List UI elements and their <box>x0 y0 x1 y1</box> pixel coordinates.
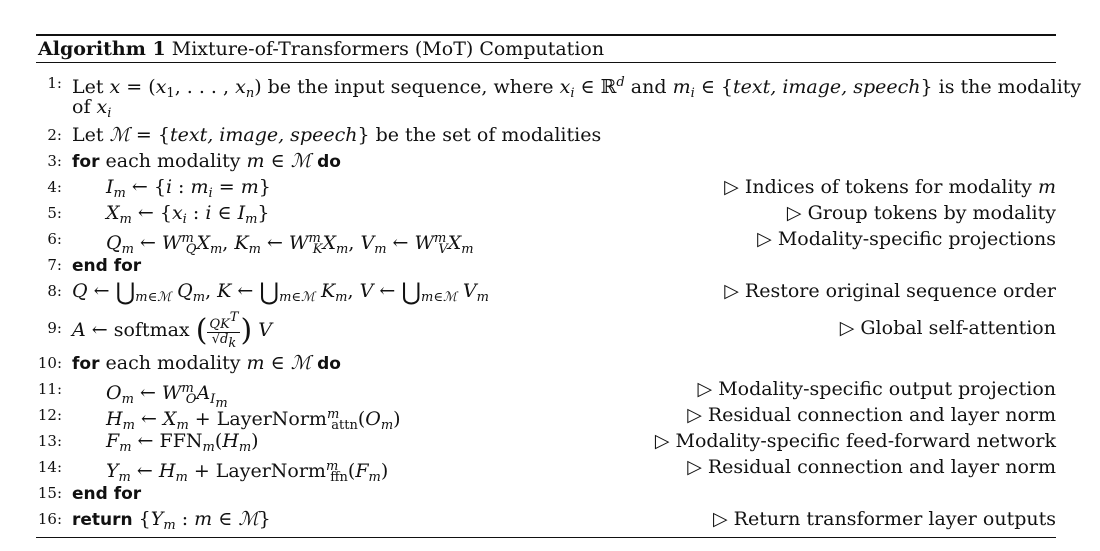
line-number: 7: <box>47 256 62 274</box>
line-number: 11: <box>37 380 62 398</box>
comment-triangle-icon: ▷ <box>786 202 802 224</box>
line-comment: Modality-specific output projection <box>718 378 1056 400</box>
keyword-end-for: end for <box>72 484 142 504</box>
keyword-end-for: end for <box>72 256 142 276</box>
comment-triangle-icon: ▷ <box>757 228 772 250</box>
line-text: FFN <box>159 430 203 452</box>
line-text: LayerNorm <box>216 408 327 430</box>
line-number: 5: <box>47 204 62 222</box>
line-text: LayerNorm <box>215 460 326 482</box>
line-9: 9: A ← softmax ( $\frac{QK^T}{√d_k}$ ) V ▷ Global self-attention <box>36 311 1056 345</box>
line-text: be the set of modalities <box>375 124 602 146</box>
comment-triangle-icon: ▷ <box>724 280 739 302</box>
line-comment: Restore original sequence order <box>744 280 1056 302</box>
algorithm-block <box>36 34 1082 538</box>
line-number: 10: <box>37 354 62 372</box>
line-number: 13: <box>37 432 62 450</box>
comment-triangle-icon: ▷ <box>712 508 728 530</box>
comment-triangle-icon: ▷ <box>724 176 739 198</box>
line-number: 15: <box>37 484 62 502</box>
line-text: softmax <box>113 319 190 341</box>
line-number: 9: <box>47 319 62 337</box>
line-comment: Indices of tokens for modality <box>744 176 1032 198</box>
keyword-do: do <box>317 354 341 374</box>
line-number: 3: <box>47 152 62 170</box>
subscript-ffn: ffn <box>330 470 348 485</box>
modality-set: text, image, speech <box>169 124 358 146</box>
line-text: Let <box>72 76 104 98</box>
line-text: each modality <box>105 352 241 374</box>
line-comment: Group tokens by modality <box>807 202 1056 224</box>
keyword-for: for <box>72 152 100 172</box>
subscript-attn: attn <box>331 418 358 433</box>
line-text: be the input sequence, where <box>267 76 554 98</box>
keyword-for: for <box>72 354 100 374</box>
line-text: Let <box>72 124 104 146</box>
line-number: 8: <box>47 282 62 300</box>
caption-title: Mixture-of-Transformers (MoT) Computation <box>171 38 605 60</box>
line-comment: Residual connection and layer norm <box>707 404 1056 426</box>
algorithm-lines: 1: Let $x = (x_1$, . . . , $x_n$) be the input sequence, where $x_i$ ∈ ℝ$^d$ and $m_i$ ∈ {text, image, speech} is the modality of $x_i$ 2: Let ℳ = {text, image, speech} be the set of modalities 3: for each modality m ∈ ℳ do 4: $I_m$ ← {i : $m_i = m$} ▷ Indices of tokens for modality m 5: $X_m$ ← {$x_i$ : i ∈ $I_m$} ▷ Group tokens by modality 6: $Q_m$ ← $W^m_QX_m$, $K_m$ ← $W^m_KX_m$, $V_m$ ← $W^m_VX_m$ ▷ Modality-specific projections 7: end for 8: Q ← $⋃_{m\in ℳ}$ $Q_m$, K ← $⋃_{m\in ℳ}$ $K_m$, V ← $⋃_{m\in ℳ}$ $V_m$ ▷ Restore original sequence order 9: A ← softmax ( $\frac{QK^T}{√d_k}$ ) V ▷ Global self-attention 10: for each modality m ∈ ℳ do 11: $O_m$ ← $W^m_OA_{I_m}$ ▷ Modality-specific output projection 12: $H_m$ ← $X_m$ + $LayerNorm^m_{attn}(O_m)$ ▷ Residual connection and layer norm 13: $F_m$ ← $FFN_m(H_m)$ ▷ Modality-specific feed-forward network 14: $Y_m$ ← $H_m$ + $LayerNorm^m_{ffn}(F_m)$ ▷ Residual connection and layer norm 15: end for 16: return {$Y_m$ : m ∈ ℳ} ▷ Return transformer layer outputs <box>36 63 1056 537</box>
line-number: 12: <box>37 406 62 424</box>
line-text: and <box>630 76 667 98</box>
line-number: 16: <box>37 510 62 528</box>
keyword-return: return <box>72 510 133 530</box>
line-number: 4: <box>47 178 62 196</box>
line-comment: Global self-attention <box>860 317 1056 339</box>
keyword-do: do <box>317 152 341 172</box>
fraction: $\frac{QK^T}{√d_k}$ <box>209 310 239 351</box>
line-number: 14: <box>37 458 62 476</box>
line-comment: Modality-specific feed-forward network <box>675 430 1056 452</box>
comment-triangle-icon: ▷ <box>654 430 670 452</box>
line-number: 1: <box>47 74 62 92</box>
line-comment: Return transformer layer outputs <box>733 508 1056 530</box>
line-comment: Modality-specific projections <box>777 228 1056 250</box>
line-comment: Residual connection and layer norm <box>707 456 1056 478</box>
caption-label: Algorithm 1 <box>38 38 166 60</box>
comment-triangle-icon: ▷ <box>697 378 713 400</box>
algorithm-caption <box>36 36 1056 62</box>
line-number: 6: <box>47 230 62 248</box>
modality-set: text, image, speech <box>733 76 921 98</box>
line-text: is the modality <box>938 76 1082 98</box>
line-text: of <box>72 96 91 118</box>
line-number: 2: <box>47 126 62 144</box>
comment-triangle-icon: ▷ <box>687 404 702 426</box>
comment-triangle-icon: ▷ <box>839 317 855 339</box>
line-text: each modality <box>105 150 241 172</box>
comment-triangle-icon: ▷ <box>687 456 702 478</box>
